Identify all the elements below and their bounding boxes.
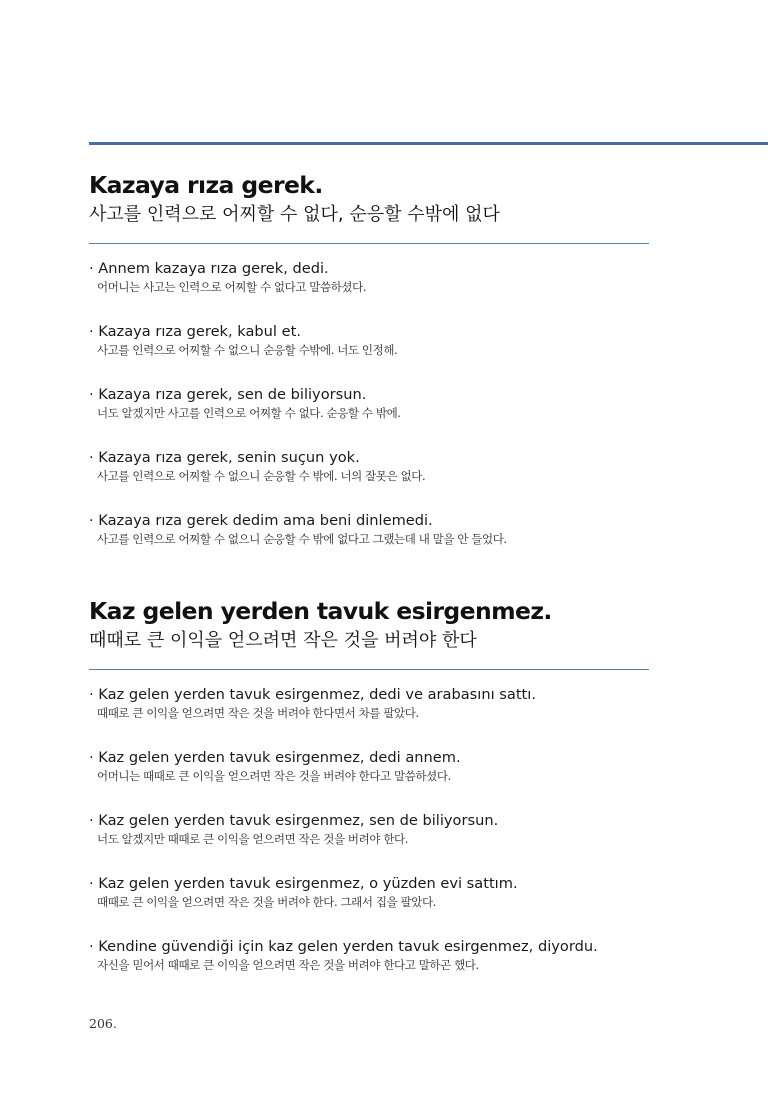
example-item [89, 385, 649, 448]
example-korean: 어머니는 때때로 큰 이익을 얻으려면 작은 것을 버려야 한다고 말씀하셨다. [97, 769, 451, 783]
example-korean: 사고를 인력으로 어찌할 수 없으니 순응할 수 밖에 없다고 그랬는데 내 말을 안 들었다. [97, 532, 507, 546]
page-number: 206. [89, 1016, 117, 1031]
proverb-section [89, 596, 649, 1000]
example-list [89, 685, 649, 1000]
example-item [89, 748, 649, 811]
example-item [89, 874, 649, 937]
example-korean: 사고를 인력으로 어찌할 수 없으니 순응할 수밖에. 너도 인정해. [97, 343, 398, 357]
header-rule [89, 142, 768, 145]
example-turkish: · Annem kazaya rıza gerek, dedi. [89, 260, 329, 277]
proverb-title: Kaz gelen yerden tavuk esirgenmez. [89, 597, 552, 625]
example-item [89, 511, 649, 574]
example-item [89, 259, 649, 322]
example-turkish: · Kaz gelen yerden tavuk esirgenmez, o yüzden evi sattım. [89, 875, 518, 892]
example-turkish: · Kazaya rıza gerek, sen de biliyorsun. [89, 386, 367, 403]
example-korean: 때때로 큰 이익을 얻으려면 작은 것을 버려야 한다. 그래서 집을 팔았다. [97, 895, 436, 909]
example-turkish: · Kaz gelen yerden tavuk esirgenmez, dedi ve arabasını sattı. [89, 686, 536, 703]
example-korean: 자신을 믿어서 때때로 큰 이익을 얻으려면 작은 것을 버려야 한다고 말하곤 했다. [97, 958, 479, 972]
example-korean: 때때로 큰 이익을 얻으려면 작은 것을 버려야 한다면서 차를 팔았다. [97, 706, 419, 720]
example-turkish: · Kendine güvendiği için kaz gelen yerden tavuk esirgenmez, diyordu. [89, 938, 598, 955]
example-list [89, 259, 649, 574]
example-turkish: · Kazaya rıza gerek, kabul et. [89, 323, 301, 340]
example-korean: 너도 알겠지만 사고를 인력으로 어찌할 수 없다. 순응할 수 밖에. [97, 406, 401, 420]
example-korean: 사고를 인력으로 어찌할 수 없으니 순응할 수 밖에. 너의 잘못은 없다. [97, 469, 426, 483]
section-divider [89, 669, 649, 670]
example-turkish: · Kazaya rıza gerek, senin suçun yok. [89, 449, 360, 466]
proverb-section [89, 170, 649, 574]
example-item [89, 937, 649, 1000]
proverb-meaning: 때때로 큰 이익을 얻으려면 작은 것을 버려야 한다 [89, 630, 477, 651]
proverb-title: Kazaya rıza gerek. [89, 171, 323, 199]
example-korean: 너도 알겠지만 때때로 큰 이익을 얻으려면 작은 것을 버려야 한다. [97, 832, 408, 846]
example-turkish: · Kaz gelen yerden tavuk esirgenmez, dedi annem. [89, 749, 461, 766]
example-item [89, 322, 649, 385]
example-turkish: · Kazaya rıza gerek dedim ama beni dinlemedi. [89, 512, 433, 529]
example-korean: 어머니는 사고는 인력으로 어찌할 수 없다고 말씀하셨다. [97, 280, 367, 294]
example-item [89, 448, 649, 511]
section-divider [89, 243, 649, 244]
example-item [89, 811, 649, 874]
proverb-meaning: 사고를 인력으로 어찌할 수 없다, 순응할 수밖에 없다 [89, 204, 500, 225]
example-item [89, 685, 649, 748]
example-turkish: · Kaz gelen yerden tavuk esirgenmez, sen de biliyorsun. [89, 812, 499, 829]
